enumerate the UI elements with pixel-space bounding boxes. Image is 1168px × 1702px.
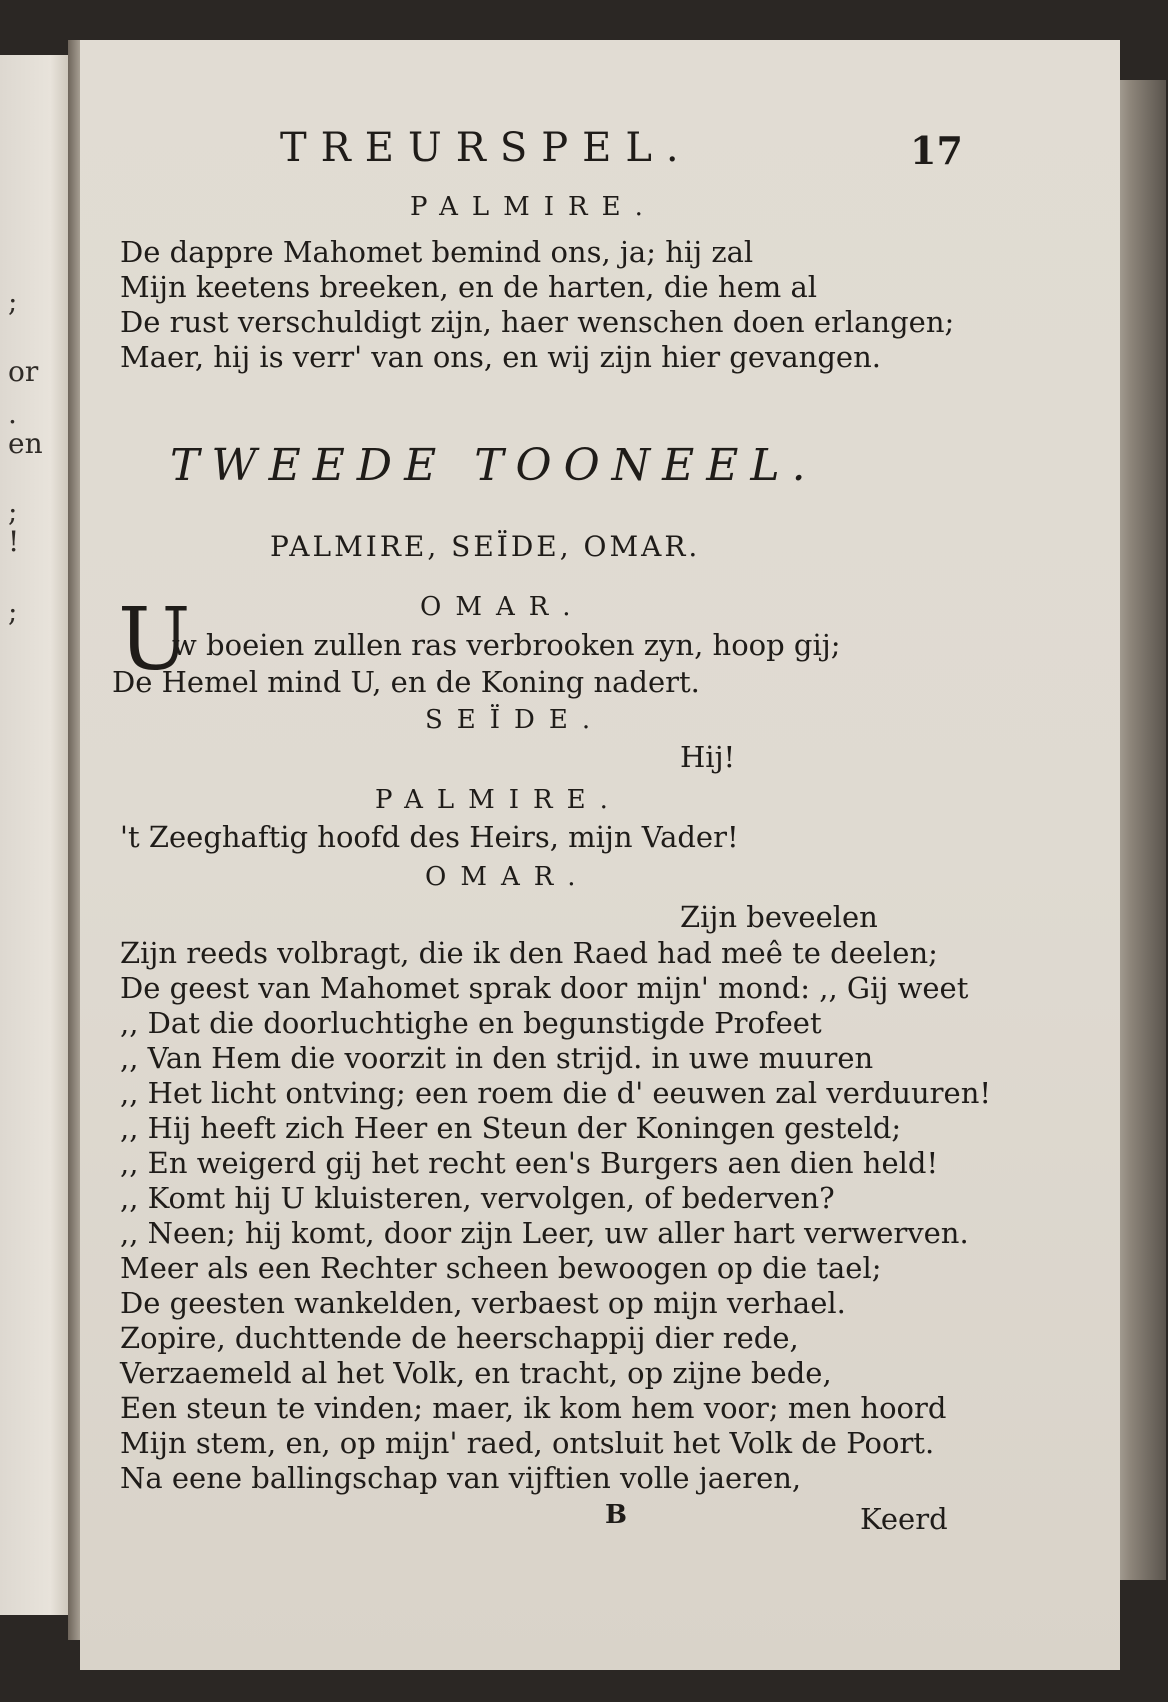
verse-line: Mijn stem, en, op mijn' raed, ontsluit het Volk de Poort. [120, 1426, 935, 1460]
verse-line: ,, Dat die doorluchtighe en begunstigde Profeet [120, 1006, 822, 1040]
verse-line: Verzaemeld al het Volk, en tracht, op zijne bede, [120, 1356, 832, 1390]
facing-page-edge [0, 55, 72, 1615]
facing-page-fragment: ! [8, 525, 20, 558]
drop-cap: U [118, 590, 191, 690]
scene-title: TWEEDE TOONEEL. [170, 440, 818, 491]
verse-line: ,, Het licht ontving; een roem die d' eeuwen zal verduuren! [120, 1076, 992, 1110]
scene-cast: PALMIRE, SEÏDE, OMAR. [270, 530, 701, 563]
verse-line: De geesten wankelden, verbaest op mijn verhael. [120, 1286, 846, 1320]
signature-mark: B [605, 1500, 627, 1530]
verse-line: ,, Komt hij U kluisteren, vervolgen, of bederven? [120, 1181, 835, 1215]
facing-page-fragment: ; [8, 285, 18, 318]
speaker-name: SEÏDE. [425, 705, 605, 735]
verse-line: Een steun te vinden; maer, ik kom hem voor; men hoord [120, 1391, 947, 1425]
verse-line: De dappre Mahomet bemind ons, ja; hij zal [120, 235, 754, 269]
verse-line: ,, Neen; hij komt, door zijn Leer, uw aller hart verwerven. [120, 1216, 969, 1250]
facing-page-fragment: . [8, 397, 17, 430]
verse-line: Na eene ballingschap van vijftien volle jaeren, [120, 1461, 802, 1495]
verse-line: Mijn keetens breeken, en de harten, die hem al [120, 270, 818, 304]
verse-line: De Hemel mind U, en de Koning nadert. [112, 665, 700, 699]
facing-page-fragment: ; [8, 595, 18, 628]
verse-line: De rust verschuldigt zijn, haer wenschen doen erlangen; [120, 305, 955, 339]
page-number: 17 [910, 128, 963, 173]
verse-line: Maer, hij is verr' van ons, en wij zijn hier gevangen. [120, 340, 881, 374]
verse-line: De geest van Mahomet sprak door mijn' mond: ,, Gij weet [120, 971, 969, 1005]
catchword: Keerd [860, 1502, 948, 1536]
book-page [80, 40, 1120, 1670]
running-title: TREURSPEL. [280, 125, 693, 171]
verse-line: ,, Hij heeft zich Heer en Steun der Koningen gesteld; [120, 1111, 902, 1145]
verse-line: 't Zeeghaftig hoofd des Heirs, mijn Vader! [120, 820, 739, 854]
verse-line: ,, En weigerd gij het recht een's Burgers aen dien held! [120, 1146, 939, 1180]
verse-line: Hij! [680, 740, 736, 774]
speaker-name: OMAR. [425, 862, 590, 892]
verse-line: w boeien zullen ras verbrooken zyn, hoop gij; [172, 628, 841, 662]
verse-line: Meer als een Rechter scheen bewoogen op die tael; [120, 1251, 882, 1285]
verse-line: ,, Van Hem die voorzit in den strijd. in uwe muuren [120, 1041, 874, 1075]
facing-page-fragment: or [8, 355, 39, 388]
facing-page-fragment: en [8, 427, 43, 460]
verse-line: Zopire, duchttende de heerschappij dier rede, [120, 1321, 799, 1355]
speaker-name: OMAR. [420, 592, 585, 622]
verse-line: Zijn reeds volbragt, die ik den Raed had meê te deelen; [120, 936, 938, 970]
verse-line: Zijn beveelen [680, 900, 878, 934]
speaker-name: PALMIRE. [375, 785, 622, 815]
speaker-name: PALMIRE. [410, 192, 657, 222]
facing-page-fragment: ; [8, 495, 18, 528]
